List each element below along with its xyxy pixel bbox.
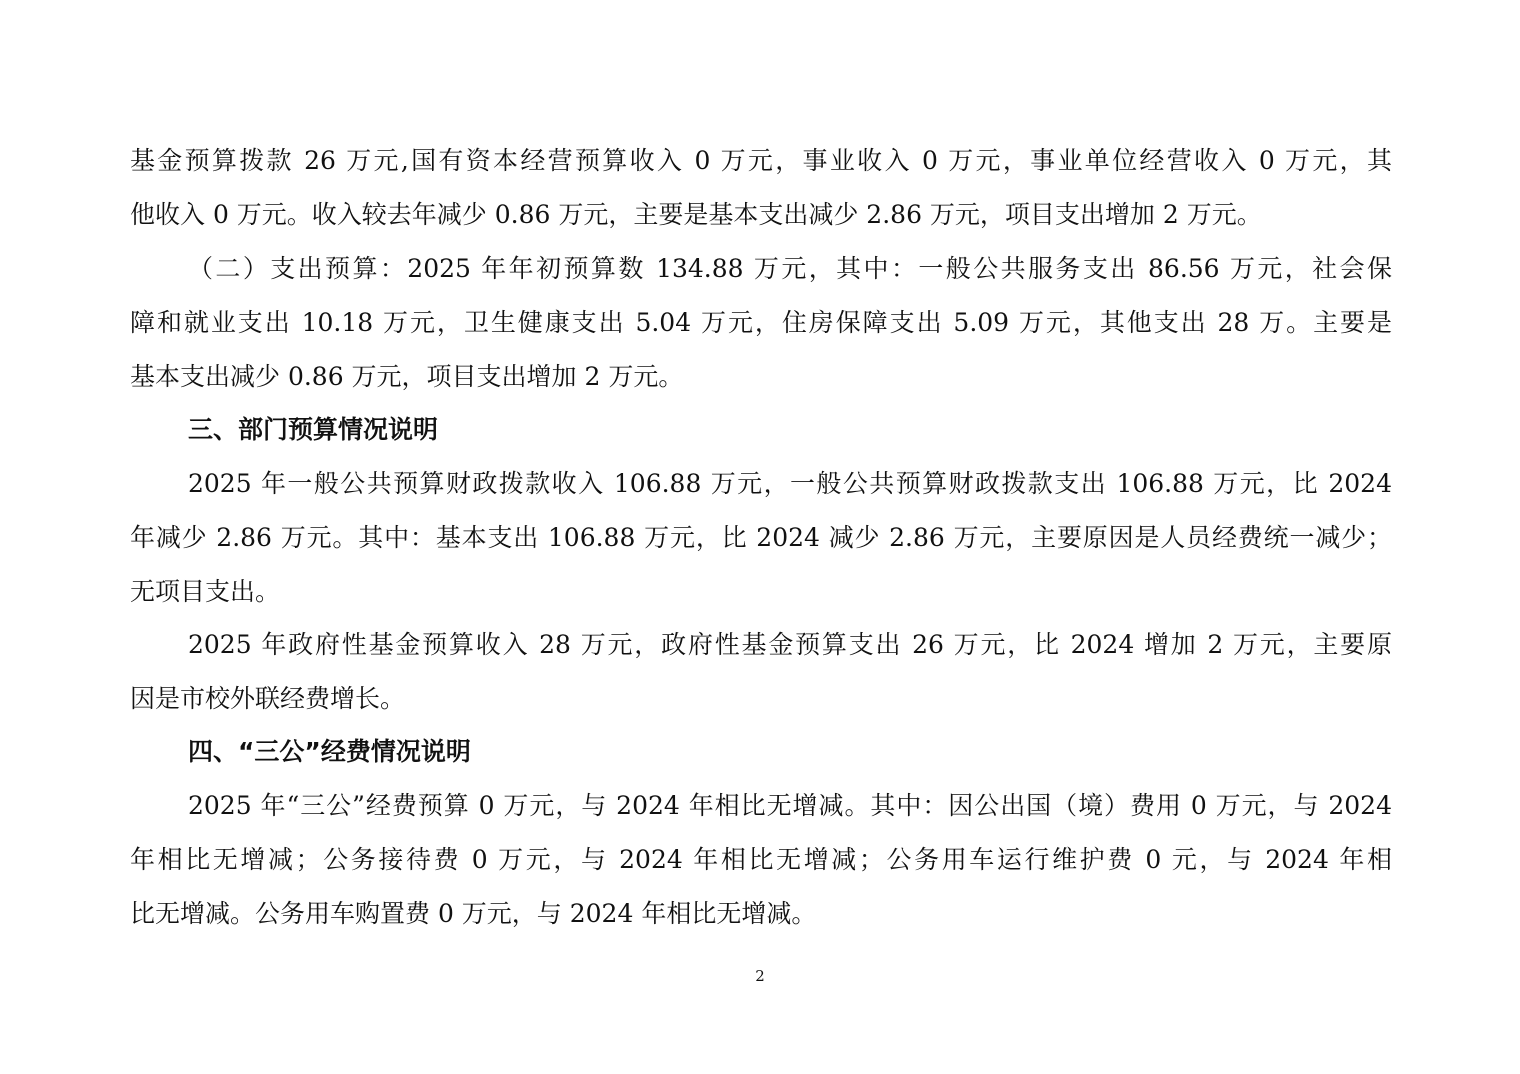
paragraph-line: 基金预算拨款 26 万元,国有资本经营预算收入 0 万元，事业收入 0 万元，事业单位经营收入 0 万元，其 xyxy=(130,146,1392,175)
section-heading-4: 四、“三公”经费情况说明 xyxy=(188,737,471,766)
paragraph-line: 基本支出减少 0.86 万元，项目支出增加 2 万元。 xyxy=(130,362,684,391)
paragraph-line: 比无增减。公务用车购置费 0 万元，与 2024 年相比无增减。 xyxy=(130,899,817,928)
paragraph-line: 年减少 2.86 万元。其中：基本支出 106.88 万元，比 2024 减少 2.86 万元，主要原因是人员经费统一减少； xyxy=(130,523,1392,552)
paragraph-line: 2025 年“三公”经费预算 0 万元，与 2024 年相比无增减。其中：因公出国（境）费用 0 万元，与 2024 xyxy=(188,791,1392,820)
page-number: 2 xyxy=(755,967,765,985)
paragraph-line: 年相比无增减；公务接待费 0 万元，与 2024 年相比无增减；公务用车运行维护费 0 元，与 2024 年相 xyxy=(130,845,1392,874)
paragraph-line: 2025 年一般公共预算财政拨款收入 106.88 万元，一般公共预算财政拨款支出 106.88 万元，比 2024 xyxy=(188,469,1392,498)
paragraph-line: 障和就业支出 10.18 万元，卫生健康支出 5.04 万元，住房保障支出 5.09 万元，其他支出 28 万。主要是 xyxy=(130,308,1392,337)
paragraph-line: （二）支出预算：2025 年年初预算数 134.88 万元，其中：一般公共服务支出 86.56 万元，社会保 xyxy=(188,254,1392,283)
paragraph-line: 无项目支出。 xyxy=(130,577,281,606)
section-heading-3: 三、部门预算情况说明 xyxy=(188,415,439,444)
paragraph-line: 因是市校外联经费增长。 xyxy=(130,684,406,713)
paragraph-line: 2025 年政府性基金预算收入 28 万元，政府性基金预算支出 26 万元，比 2024 增加 2 万元，主要原 xyxy=(188,630,1392,659)
paragraph-line: 他收入 0 万元。收入较去年减少 0.86 万元，主要是基本支出减少 2.86 万元，项目支出增加 2 万元。 xyxy=(130,200,1262,229)
